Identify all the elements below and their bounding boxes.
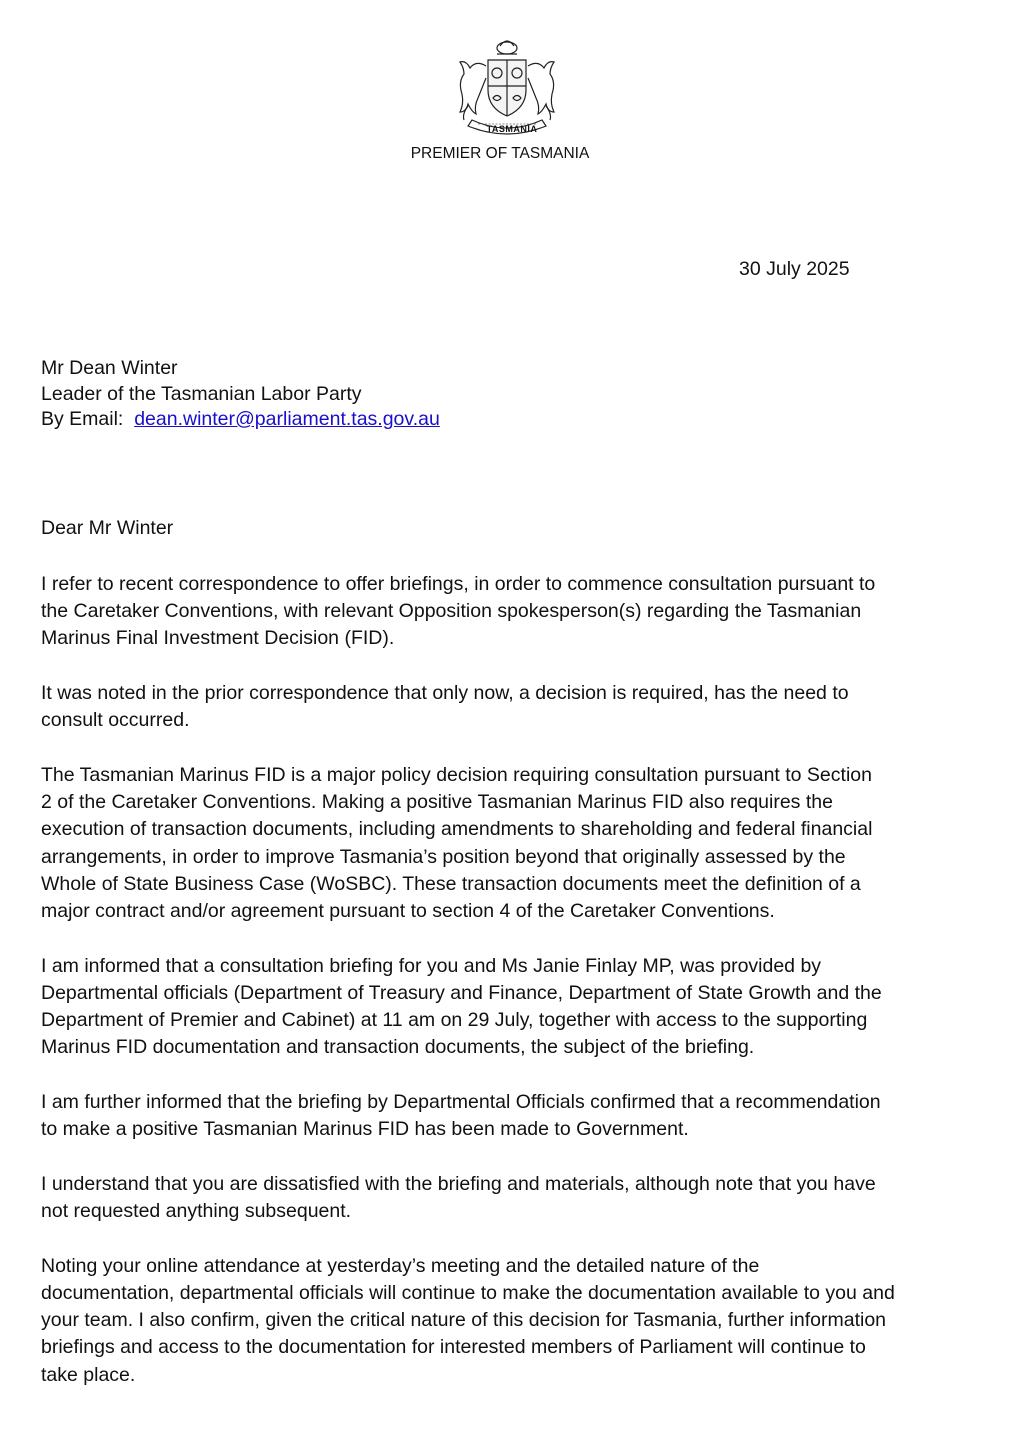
addressee-block [41,356,440,433]
paragraph-line: It was noted in the prior correspondence that only now, a decision is required, has the need to [41,682,849,705]
paragraph-line: Department of Premier and Cabinet) at 11 am on 29 July, together with access to the supporting [41,1009,868,1032]
paragraph-line: not requested anything subsequent. [41,1200,352,1223]
paragraph-line: Noting your online attendance at yesterday’s meeting and the detailed nature of the [41,1254,760,1277]
paragraph-6 [41,1171,1001,1225]
paragraph-5 [41,1089,1001,1143]
paragraph-line: major contract and/or agreement pursuant to section 4 of the Caretaker Conventions. [41,900,775,923]
email-link[interactable]: dean.winter@parliament.tas.gov.au [134,408,440,430]
paragraph-3 [41,762,1001,925]
addressee-title: Leader of the Tasmanian Labor Party [41,382,362,405]
paragraph-2 [41,680,1001,734]
paragraph-line: briefings and access to the documentation for interested members of Parliament will continue to [41,1336,866,1359]
paragraph-1 [41,571,1001,653]
paragraph-line: consult occurred. [41,709,190,732]
paragraph-line: documentation, departmental officials will continue to make the documentation available to you and [41,1282,895,1305]
email-label: By Email: [41,408,124,430]
paragraph-7 [41,1253,1001,1389]
paragraph-line: execution of transaction documents, including amendments to shareholding and federal financial [41,818,873,841]
paragraph-line: your team. I also confirm, given the critical nature of this decision for Tasmania, further information [41,1309,887,1332]
paragraph-line: Marinus FID documentation and transaction documents, the subject of the briefing. [41,1036,755,1059]
paragraph-line: The Tasmanian Marinus FID is a major policy decision requiring consultation pursuant to Section [41,764,872,787]
paragraph-line: arrangements, in order to improve Tasmania’s position beyond that originally assessed by the [41,845,846,868]
addressee-email-line [41,407,440,433]
paragraph-line: the Caretaker Conventions, with relevant Opposition spokesperson(s) regarding the Tasmanian [41,600,862,623]
paragraph-line: I am further informed that the briefing by Departmental Officials confirmed that a recommendation [41,1091,881,1114]
office-title: PREMIER OF TASMANIA [410,145,590,162]
letter-body [41,571,1001,1416]
paragraph-line: I understand that you are dissatisfied with the briefing and materials, although note that you have [41,1172,876,1195]
paragraph-line: to make a positive Tasmanian Marinus FID has been made to Government. [41,1118,689,1141]
salutation: Dear Mr Winter [41,517,174,539]
paragraph-line: Departmental officials (Department of Treasury and Finance, Department of State Growth and the [41,981,882,1004]
paragraph-line: I refer to recent correspondence to offer briefings, in order to commence consultation pursuant to [41,573,876,595]
paragraph-line: take place. [41,1363,136,1386]
addressee-name: Mr Dean Winter [41,357,178,379]
paragraph-line: Whole of State Business Case (WoSBC). These transaction documents meet the definition of a [41,872,861,895]
paragraph-line: 2 of the Caretaker Conventions. Making a positive Tasmanian Marinus FID also requires the [41,791,833,814]
paragraph-4 [41,953,1001,1062]
paragraph-line: I am informed that a consultation briefing for you and Ms Janie Finlay MP, was provided by [41,954,822,977]
paragraph-line: Marinus Final Investment Decision (FID). [41,627,395,650]
letter-date: 30 July 2025 [739,258,850,280]
crest-caption: TASMANIA [486,124,538,134]
